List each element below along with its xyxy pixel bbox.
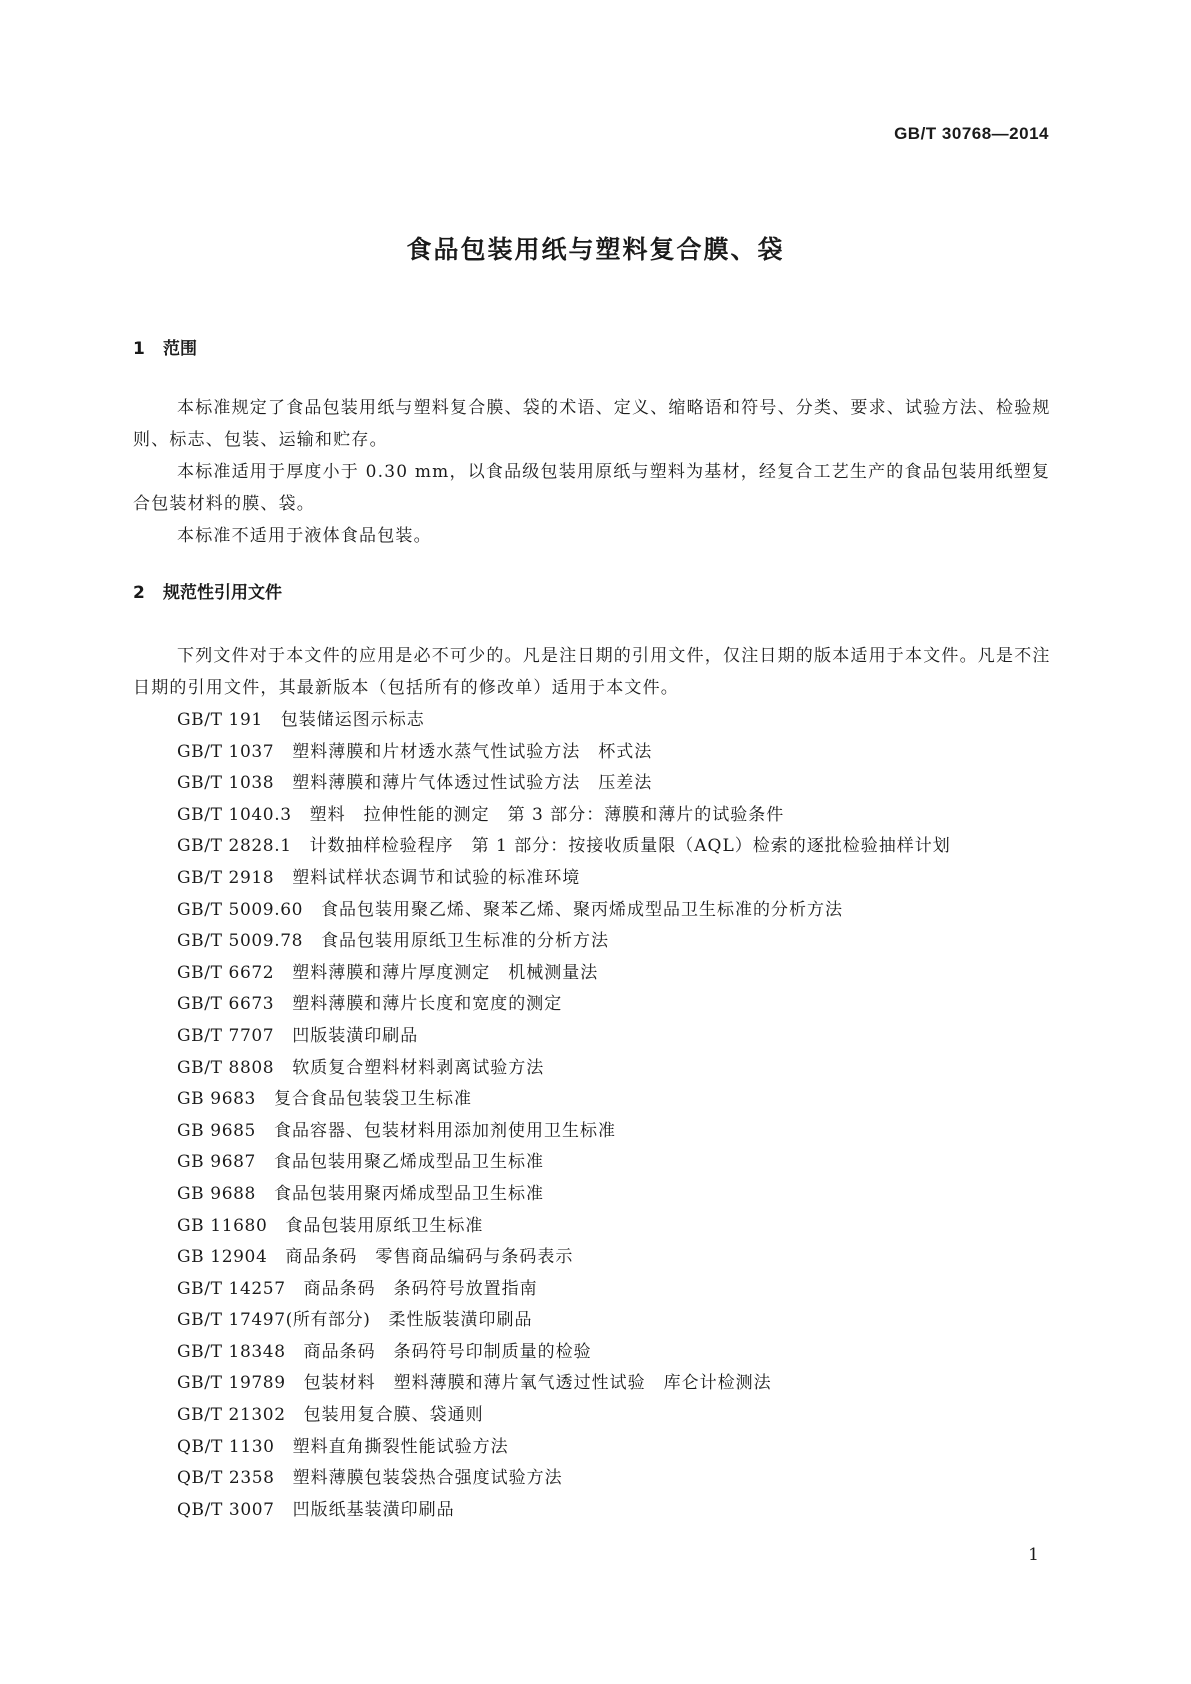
page-number: 1 bbox=[1028, 1545, 1039, 1565]
normative-references-list bbox=[177, 705, 1057, 1526]
reference-title: 商品条码 条码符号印制质量的检验 bbox=[303, 1341, 592, 1362]
section-title: 规范性引用文件 bbox=[163, 583, 282, 603]
reference-title: 塑料试样状态调节和试验的标准环境 bbox=[292, 867, 581, 888]
reference-item bbox=[177, 1400, 1057, 1432]
reference-code: GB 9685 bbox=[177, 1120, 256, 1141]
reference-title: 食品包装用聚乙烯成型品卫生标准 bbox=[273, 1152, 544, 1173]
reference-item bbox=[177, 831, 1057, 863]
section-title: 范围 bbox=[163, 339, 197, 359]
reference-code: GB 9687 bbox=[177, 1152, 256, 1173]
scope-paragraph-3: 本标准不适用于液体食品包装。 bbox=[177, 526, 432, 546]
reference-item bbox=[177, 1084, 1057, 1116]
reference-title: 凹版纸基装潢印刷品 bbox=[292, 1499, 455, 1520]
reference-code: GB/T 5009.60 bbox=[177, 899, 304, 920]
reference-code: GB/T 7707 bbox=[177, 1025, 275, 1046]
reference-code: GB 9683 bbox=[177, 1089, 256, 1110]
scope-paragraph-2: 本标准适用于厚度小于 0.30 mm，以食品级包装用原纸与塑料为基材，经复合工艺生产的食品包装用纸塑复合包装材料的膜、袋。 bbox=[133, 462, 1051, 514]
reference-code: GB/T 21302 bbox=[177, 1405, 286, 1426]
reference-title: 计数抽样检验程序 第 1 部分：按接收质量限（AQL）检索的逐批检验抽样计划 bbox=[309, 836, 951, 857]
reference-item bbox=[177, 1116, 1057, 1148]
reference-title: 软质复合塑料材料剥离试验方法 bbox=[292, 1057, 545, 1078]
standard-number: GB/T 30768—2014 bbox=[894, 124, 1049, 143]
reference-item bbox=[177, 1147, 1057, 1179]
reference-title: 食品包装用聚乙烯、聚苯乙烯、聚丙烯成型品卫生标准的分析方法 bbox=[321, 899, 844, 920]
reference-item bbox=[177, 1053, 1057, 1085]
reference-title: 包装储运图示标志 bbox=[280, 710, 425, 730]
reference-code: GB/T 14257 bbox=[177, 1278, 286, 1299]
reference-title: 塑料直角撕裂性能试验方法 bbox=[292, 1436, 509, 1457]
reference-title: 柔性版装潢印刷品 bbox=[388, 1310, 533, 1331]
reference-title: 食品包装用原纸卫生标准的分析方法 bbox=[321, 931, 610, 952]
reference-code: GB/T 1037 bbox=[177, 741, 275, 762]
reference-item bbox=[177, 989, 1057, 1021]
reference-title: 塑料薄膜和薄片长度和宽度的测定 bbox=[292, 994, 563, 1015]
reference-title: 包装用复合膜、袋通则 bbox=[303, 1405, 484, 1426]
reference-item bbox=[177, 1242, 1057, 1274]
reference-code: GB/T 2828.1 bbox=[177, 836, 292, 857]
section-2-heading bbox=[133, 578, 282, 603]
reference-code: GB/T 2918 bbox=[177, 867, 275, 888]
reference-item bbox=[177, 1368, 1057, 1400]
reference-code: GB/T 8808 bbox=[177, 1057, 275, 1078]
reference-code: GB 11680 bbox=[177, 1215, 268, 1236]
reference-code: GB/T 19789 bbox=[177, 1373, 286, 1394]
section-1-heading bbox=[133, 334, 197, 359]
reference-item bbox=[177, 1495, 1057, 1527]
reference-code: GB 9688 bbox=[177, 1183, 256, 1204]
reference-code: GB/T 18348 bbox=[177, 1341, 286, 1362]
reference-code: GB/T 6672 bbox=[177, 962, 275, 983]
reference-title: 商品条码 条码符号放置指南 bbox=[303, 1278, 538, 1299]
reference-item bbox=[177, 958, 1057, 990]
document-title: 食品包装用纸与塑料复合膜、袋 bbox=[406, 235, 785, 264]
reference-item bbox=[177, 863, 1057, 895]
reference-code: GB 12904 bbox=[177, 1247, 268, 1268]
reference-title: 塑料薄膜和薄片厚度测定 机械测量法 bbox=[292, 962, 599, 983]
reference-title: 塑料薄膜和薄片气体透过性试验方法 压差法 bbox=[292, 773, 653, 794]
reference-code: QB/T 1130 bbox=[177, 1436, 275, 1457]
reference-item bbox=[177, 1337, 1057, 1369]
reference-code: GB/T 1040.3 bbox=[177, 804, 292, 825]
reference-title: 塑料薄膜包装袋热合强度试验方法 bbox=[292, 1468, 563, 1489]
section-number: 2 bbox=[133, 583, 145, 603]
reference-item bbox=[177, 1463, 1057, 1495]
reference-item bbox=[177, 768, 1057, 800]
reference-code: QB/T 3007 bbox=[177, 1499, 275, 1520]
reference-item bbox=[177, 705, 1057, 737]
reference-title: 食品包装用聚丙烯成型品卫生标准 bbox=[273, 1183, 544, 1204]
reference-item bbox=[177, 1211, 1057, 1243]
reference-title: 包装材料 塑料薄膜和薄片氧气透过性试验 库仑计检测法 bbox=[303, 1373, 772, 1394]
reference-item bbox=[177, 737, 1057, 769]
reference-code: GB/T 6673 bbox=[177, 994, 275, 1015]
reference-title: 塑料 拉伸性能的测定 第 3 部分：薄膜和薄片的试验条件 bbox=[309, 804, 785, 825]
reference-code: GB/T 17497(所有部分) bbox=[177, 1310, 371, 1331]
reference-item bbox=[177, 895, 1057, 927]
reference-item bbox=[177, 1021, 1057, 1053]
references-intro-paragraph: 下列文件对于本文件的应用是必不可少的。凡是注日期的引用文件，仅注日期的版本适用于本文件。凡是不注日期的引用文件，其最新版本（包括所有的修改单）适用于本文件。 bbox=[133, 646, 1051, 698]
reference-code: GB/T 5009.78 bbox=[177, 931, 304, 952]
reference-title: 食品容器、包装材料用添加剂使用卫生标准 bbox=[273, 1120, 616, 1141]
reference-item bbox=[177, 1179, 1057, 1211]
reference-title: 复合食品包装袋卫生标准 bbox=[273, 1089, 472, 1110]
reference-title: 食品包装用原纸卫生标准 bbox=[285, 1215, 484, 1236]
reference-item bbox=[177, 800, 1057, 832]
reference-code: QB/T 2358 bbox=[177, 1468, 275, 1489]
scope-paragraph-1: 本标准规定了食品包装用纸与塑料复合膜、袋的术语、定义、缩略语和符号、分类、要求、试验方法、检验规则、标志、包装、运输和贮存。 bbox=[133, 398, 1051, 450]
reference-code: GB/T 191 bbox=[177, 710, 263, 730]
reference-title: 塑料薄膜和片材透水蒸气性试验方法 杯式法 bbox=[292, 741, 653, 762]
reference-title: 凹版装潢印刷品 bbox=[292, 1025, 419, 1046]
reference-item bbox=[177, 1274, 1057, 1306]
section-number: 1 bbox=[133, 339, 145, 359]
reference-item bbox=[177, 926, 1057, 958]
reference-item bbox=[177, 1305, 1057, 1337]
reference-code: GB/T 1038 bbox=[177, 773, 275, 794]
reference-item bbox=[177, 1432, 1057, 1464]
reference-title: 商品条码 零售商品编码与条码表示 bbox=[285, 1247, 574, 1268]
